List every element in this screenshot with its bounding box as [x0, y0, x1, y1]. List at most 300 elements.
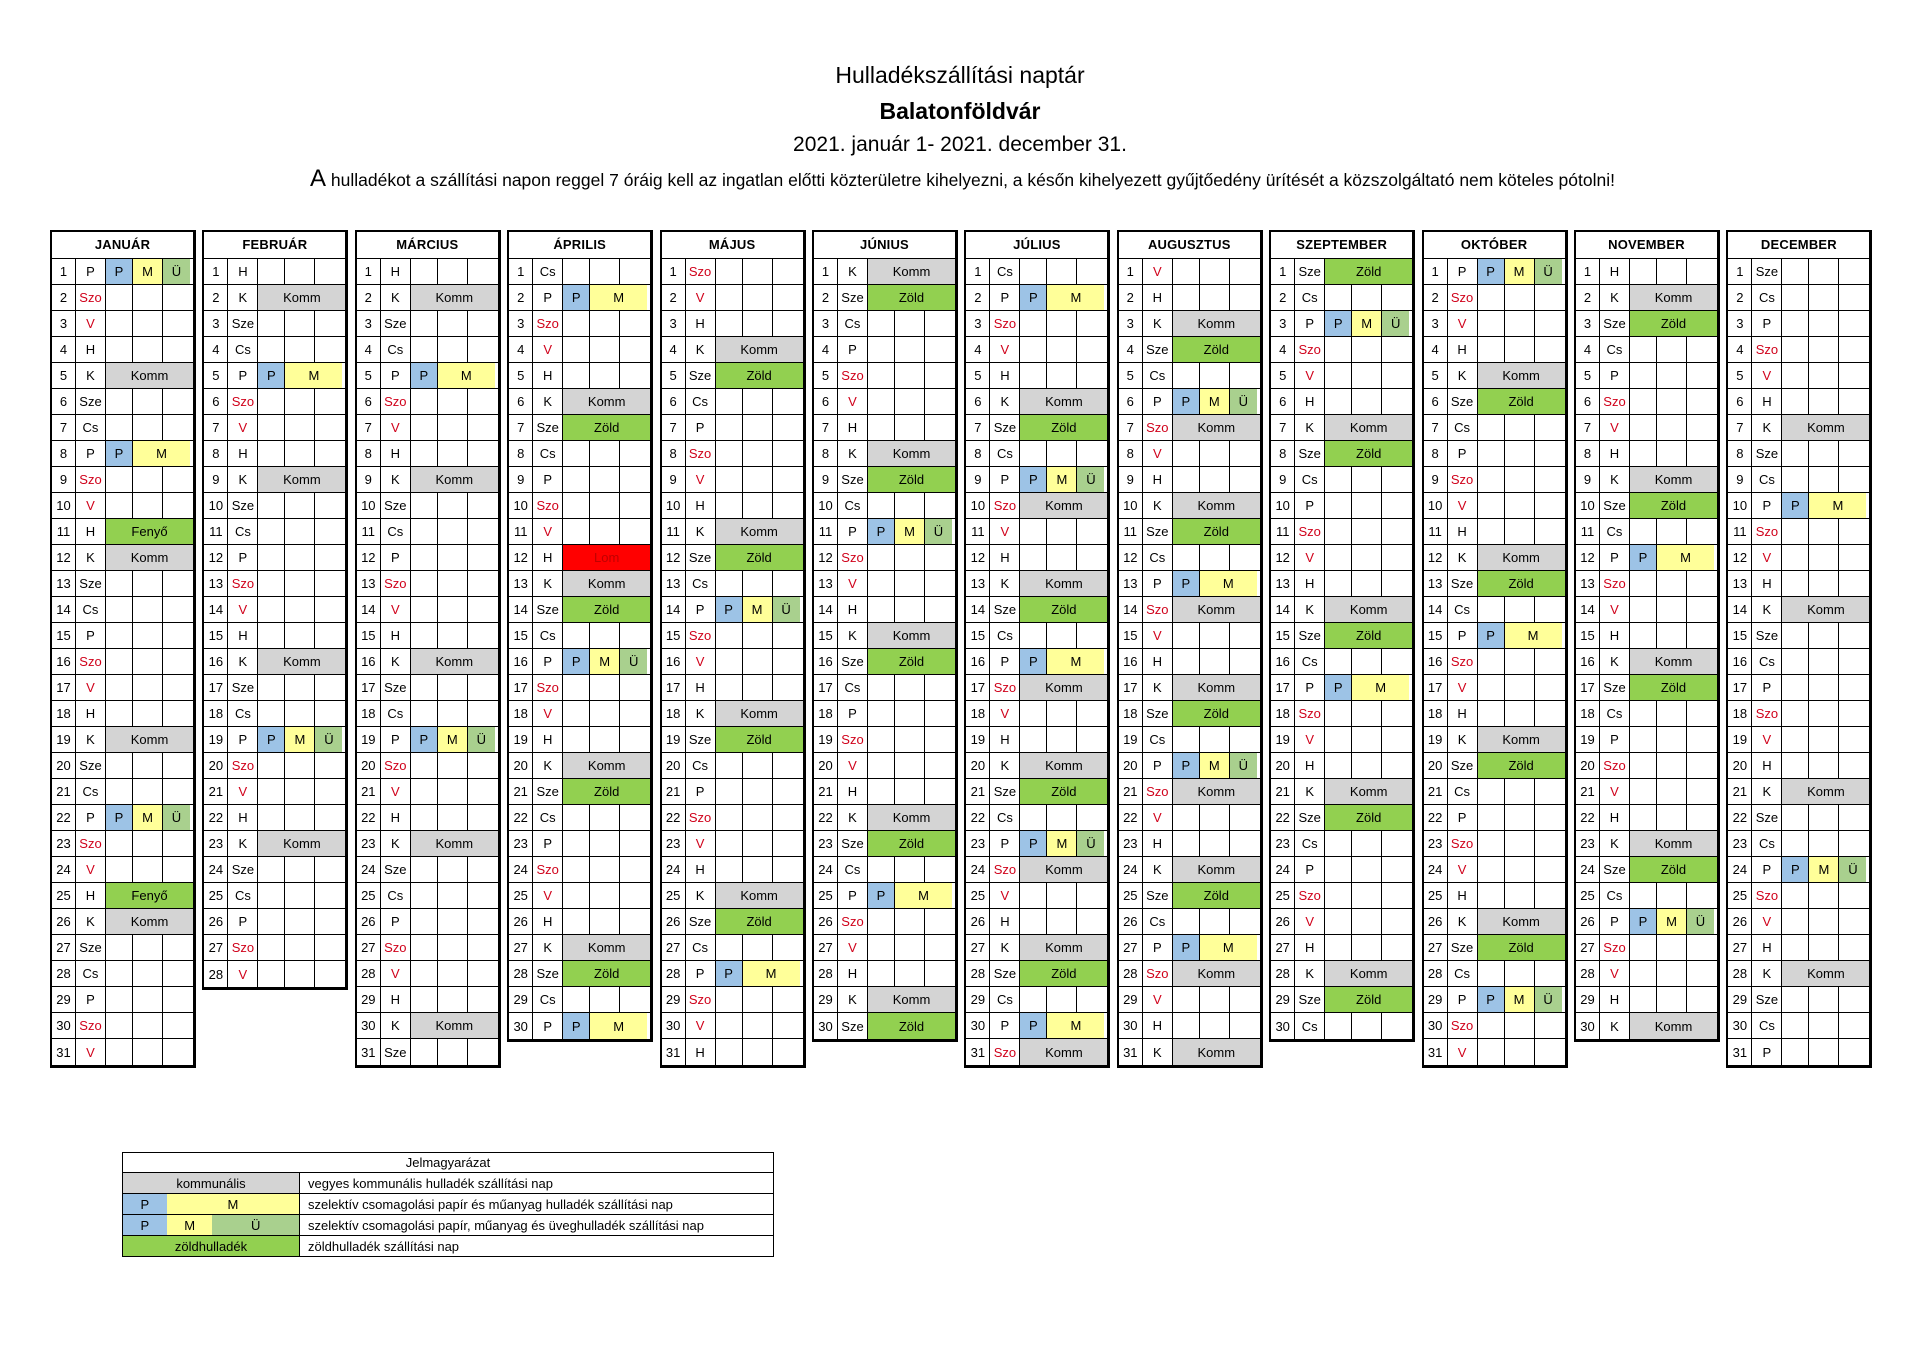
day-row: [1119, 857, 1260, 883]
day-row: [662, 727, 803, 753]
weekday: Cs: [381, 519, 411, 544]
day-row: [662, 571, 803, 597]
empty-cell: [868, 571, 895, 596]
day-number: 7: [1424, 415, 1448, 440]
papir-mark: P: [563, 1013, 590, 1039]
empty-cell: [1535, 779, 1562, 804]
empty-cell: [1657, 961, 1687, 986]
empty-cell: [895, 675, 925, 700]
weekday: P: [533, 1013, 563, 1039]
weekday: Szo: [1600, 389, 1630, 414]
empty-cell: [411, 623, 438, 648]
empty-cell: [258, 883, 285, 908]
empty-cell: [773, 311, 800, 336]
weekday: Cs: [533, 259, 563, 284]
empty-cell: [1782, 701, 1809, 726]
day-row: [509, 701, 650, 727]
uveg-mark: Ü: [468, 727, 495, 752]
empty-cell: [743, 493, 773, 518]
empty-cell: [1505, 805, 1535, 830]
day-number: 27: [662, 935, 686, 960]
empty-cell: [620, 727, 647, 752]
day-number: 17: [509, 675, 533, 700]
weekday: P: [1143, 571, 1173, 596]
weekday: V: [76, 675, 106, 700]
empty-cell: [1047, 909, 1077, 934]
weekday: V: [1295, 545, 1325, 570]
empty-cell: [743, 805, 773, 830]
day-number: 24: [509, 857, 533, 882]
day-number: 7: [509, 415, 533, 440]
weekday: H: [1752, 389, 1782, 414]
day-number: 30: [1424, 1013, 1448, 1038]
day-row: [509, 909, 650, 935]
day-number: 17: [52, 675, 76, 700]
day-number: 28: [204, 961, 228, 987]
empty-cell: [1505, 1013, 1535, 1038]
day-row: [1576, 1013, 1717, 1039]
empty-cell: [563, 857, 590, 882]
day-number: 20: [509, 753, 533, 778]
day-row: [662, 831, 803, 857]
day-row: [509, 805, 650, 831]
weekday: Szo: [838, 363, 868, 388]
day-row: [814, 961, 955, 987]
empty-cell: [563, 831, 590, 856]
day-row: [1728, 415, 1869, 441]
day-row: [1119, 519, 1260, 545]
weekday: H: [1600, 441, 1630, 466]
legend-key-m: M: [167, 1215, 213, 1235]
empty-cell: [1535, 675, 1562, 700]
day-row: [1119, 415, 1260, 441]
empty-cell: [1382, 1013, 1409, 1039]
empty-cell: [163, 623, 190, 648]
day-row: [204, 311, 345, 337]
day-row: [1728, 753, 1869, 779]
weekday: H: [381, 805, 411, 830]
month-column: [202, 230, 348, 990]
day-row: [966, 1013, 1107, 1039]
weekday: H: [76, 519, 106, 544]
day-row: [357, 415, 498, 441]
day-row: [1119, 883, 1260, 909]
empty-cell: [1687, 623, 1714, 648]
empty-cell: [773, 285, 800, 310]
empty-cell: [868, 389, 895, 414]
day-row: [1424, 597, 1565, 623]
muanyag-mark: M: [1657, 545, 1714, 570]
empty-cell: [1630, 571, 1657, 596]
empty-cell: [1630, 935, 1657, 960]
empty-cell: [895, 545, 925, 570]
day-number: 9: [52, 467, 76, 492]
empty-cell: [895, 337, 925, 362]
empty-cell: [133, 311, 163, 336]
weekday: H: [990, 363, 1020, 388]
weekday: Szo: [1752, 519, 1782, 544]
papir-mark: P: [868, 883, 895, 908]
empty-cell: [1782, 519, 1809, 544]
day-row: [52, 909, 193, 935]
weekday: Szo: [1752, 701, 1782, 726]
day-number: 18: [357, 701, 381, 726]
empty-cell: [743, 467, 773, 492]
empty-cell: [590, 519, 620, 544]
weekday: Sze: [1143, 519, 1173, 544]
empty-cell: [773, 259, 800, 284]
day-row: [357, 363, 498, 389]
empty-cell: [163, 1039, 190, 1065]
empty-cell: [773, 857, 800, 882]
empty-cell: [1782, 441, 1809, 466]
day-row: [1119, 1039, 1260, 1065]
empty-cell: [925, 857, 952, 882]
empty-cell: [1173, 623, 1200, 648]
empty-cell: [1382, 363, 1409, 388]
komm-mark: Komm: [1173, 675, 1260, 700]
day-row: [814, 571, 955, 597]
day-number: 9: [662, 467, 686, 492]
weekday: Sze: [1448, 753, 1478, 778]
empty-cell: [1657, 935, 1687, 960]
empty-cell: [411, 389, 438, 414]
day-row: [1728, 987, 1869, 1013]
day-row: [814, 467, 955, 493]
empty-cell: [438, 389, 468, 414]
day-number: 23: [509, 831, 533, 856]
empty-cell: [258, 597, 285, 622]
day-number: 7: [966, 415, 990, 440]
day-row: [662, 415, 803, 441]
day-number: 3: [204, 311, 228, 336]
empty-cell: [868, 909, 895, 934]
weekday: P: [76, 805, 106, 830]
day-number: 1: [1119, 259, 1143, 284]
day-number: 31: [662, 1039, 686, 1065]
day-row: [52, 519, 193, 545]
day-number: 9: [1271, 467, 1295, 492]
komm-mark: Komm: [258, 649, 345, 674]
day-number: 23: [662, 831, 686, 856]
empty-cell: [315, 337, 342, 362]
day-row: [662, 597, 803, 623]
empty-cell: [1687, 519, 1714, 544]
empty-cell: [1230, 909, 1257, 934]
empty-cell: [773, 467, 800, 492]
weekday: V: [1143, 987, 1173, 1012]
empty-cell: [1657, 259, 1687, 284]
day-number: 18: [52, 701, 76, 726]
day-number: 25: [509, 883, 533, 908]
empty-cell: [1505, 467, 1535, 492]
empty-cell: [258, 311, 285, 336]
weekday: Szo: [1295, 519, 1325, 544]
day-row: [204, 909, 345, 935]
empty-cell: [1478, 519, 1505, 544]
empty-cell: [438, 493, 468, 518]
empty-cell: [1657, 701, 1687, 726]
empty-cell: [1352, 649, 1382, 674]
weekday: P: [686, 961, 716, 986]
empty-cell: [1020, 337, 1047, 362]
empty-cell: [315, 753, 342, 778]
empty-cell: [1630, 883, 1657, 908]
day-number: 16: [52, 649, 76, 674]
empty-cell: [895, 935, 925, 960]
empty-cell: [1382, 493, 1409, 518]
muanyag-mark: M: [1047, 831, 1077, 856]
weekday: Cs: [228, 883, 258, 908]
empty-cell: [563, 883, 590, 908]
komm-mark: Komm: [1325, 597, 1412, 622]
empty-cell: [106, 649, 133, 674]
empty-cell: [716, 779, 743, 804]
day-row: [52, 285, 193, 311]
empty-cell: [773, 675, 800, 700]
empty-cell: [285, 857, 315, 882]
weekday: H: [1143, 285, 1173, 310]
weekday: V: [1143, 259, 1173, 284]
day-number: 26: [814, 909, 838, 934]
weekday: V: [838, 389, 868, 414]
weekday: V: [1448, 493, 1478, 518]
weekday: Sze: [76, 935, 106, 960]
empty-cell: [106, 493, 133, 518]
empty-cell: [563, 363, 590, 388]
day-row: [357, 805, 498, 831]
legend-key-m: M: [167, 1194, 299, 1214]
day-row: [1119, 493, 1260, 519]
day-number: 4: [662, 337, 686, 362]
weekday: H: [533, 545, 563, 570]
day-number: 11: [662, 519, 686, 544]
day-number: 23: [814, 831, 838, 856]
empty-cell: [468, 1039, 495, 1065]
empty-cell: [620, 909, 647, 934]
empty-cell: [1325, 883, 1352, 908]
empty-cell: [1839, 441, 1866, 466]
komm-mark: Komm: [1782, 779, 1869, 804]
weekday: Cs: [76, 779, 106, 804]
empty-cell: [438, 987, 468, 1012]
day-row: [1424, 1013, 1565, 1039]
weekday: H: [533, 363, 563, 388]
day-row: [509, 675, 650, 701]
day-row: [1424, 805, 1565, 831]
day-row: [509, 753, 650, 779]
empty-cell: [133, 701, 163, 726]
day-row: [1576, 389, 1717, 415]
empty-cell: [773, 831, 800, 856]
day-row: [357, 337, 498, 363]
day-row: [966, 415, 1107, 441]
weekday: Cs: [228, 337, 258, 362]
empty-cell: [563, 519, 590, 544]
day-row: [966, 389, 1107, 415]
day-row: [1271, 1013, 1412, 1039]
empty-cell: [106, 753, 133, 778]
empty-cell: [1505, 337, 1535, 362]
weekday: K: [838, 987, 868, 1012]
empty-cell: [1478, 805, 1505, 830]
weekday: Szo: [76, 649, 106, 674]
day-number: 15: [1119, 623, 1143, 648]
day-row: [1576, 259, 1717, 285]
day-row: [1576, 623, 1717, 649]
empty-cell: [1839, 311, 1866, 336]
day-number: 22: [966, 805, 990, 830]
day-number: 16: [1576, 649, 1600, 674]
weekday: Szo: [381, 935, 411, 960]
empty-cell: [773, 571, 800, 596]
weekday: Szo: [76, 467, 106, 492]
empty-cell: [106, 597, 133, 622]
day-number: 4: [1728, 337, 1752, 362]
muanyag-mark: M: [590, 285, 647, 310]
day-row: [1576, 571, 1717, 597]
day-number: 1: [357, 259, 381, 284]
day-number: 7: [1576, 415, 1600, 440]
day-row: [966, 467, 1107, 493]
empty-cell: [1687, 805, 1714, 830]
day-number: 5: [966, 363, 990, 388]
empty-cell: [1782, 285, 1809, 310]
day-number: 9: [1424, 467, 1448, 492]
weekday: H: [228, 805, 258, 830]
empty-cell: [285, 597, 315, 622]
weekday: K: [686, 701, 716, 726]
empty-cell: [106, 1039, 133, 1065]
day-row: [204, 441, 345, 467]
empty-cell: [106, 675, 133, 700]
day-number: 8: [662, 441, 686, 466]
day-row: [509, 415, 650, 441]
empty-cell: [1535, 493, 1562, 518]
empty-cell: [133, 337, 163, 362]
empty-cell: [743, 259, 773, 284]
empty-cell: [743, 1013, 773, 1038]
weekday: V: [686, 831, 716, 856]
day-row: [966, 597, 1107, 623]
empty-cell: [258, 493, 285, 518]
muanyag-mark: M: [743, 961, 800, 986]
komm-mark: Komm: [1173, 857, 1260, 882]
day-row: [814, 597, 955, 623]
day-number: 20: [662, 753, 686, 778]
empty-cell: [895, 363, 925, 388]
weekday: Sze: [381, 857, 411, 882]
zold-mark: Zöld: [868, 649, 955, 674]
empty-cell: [1782, 805, 1809, 830]
empty-cell: [468, 883, 495, 908]
day-row: [1576, 337, 1717, 363]
papir-mark: P: [1782, 493, 1809, 518]
weekday: Cs: [1295, 467, 1325, 492]
empty-cell: [1200, 987, 1230, 1012]
empty-cell: [716, 441, 743, 466]
weekday: K: [990, 935, 1020, 960]
day-row: [662, 883, 803, 909]
day-number: 28: [814, 961, 838, 986]
day-number: 5: [1271, 363, 1295, 388]
weekday: H: [990, 727, 1020, 752]
empty-cell: [1657, 805, 1687, 830]
empty-cell: [1077, 883, 1104, 908]
empty-cell: [1325, 571, 1352, 596]
empty-cell: [1839, 623, 1866, 648]
empty-cell: [1382, 701, 1409, 726]
empty-cell: [163, 779, 190, 804]
day-number: 8: [966, 441, 990, 466]
day-row: [1576, 311, 1717, 337]
day-row: [1119, 727, 1260, 753]
day-row: [1424, 415, 1565, 441]
empty-cell: [1173, 285, 1200, 310]
day-number: 24: [966, 857, 990, 882]
empty-cell: [1630, 259, 1657, 284]
weekday: V: [1600, 961, 1630, 986]
empty-cell: [1478, 441, 1505, 466]
day-number: 15: [814, 623, 838, 648]
empty-cell: [1782, 883, 1809, 908]
empty-cell: [258, 441, 285, 466]
komm-mark: Komm: [1020, 675, 1107, 700]
day-number: 8: [1728, 441, 1752, 466]
weekday: Cs: [686, 389, 716, 414]
komm-mark: Komm: [563, 389, 650, 414]
day-number: 17: [1576, 675, 1600, 700]
empty-cell: [1505, 415, 1535, 440]
empty-cell: [1657, 987, 1687, 1012]
weekday: P: [228, 545, 258, 570]
komm-mark: Komm: [868, 441, 955, 466]
empty-cell: [258, 857, 285, 882]
day-row: [966, 493, 1107, 519]
weekday: K: [1295, 961, 1325, 986]
legend-key-p: P: [123, 1215, 167, 1235]
empty-cell: [438, 571, 468, 596]
day-row: [357, 831, 498, 857]
day-row: [357, 441, 498, 467]
empty-cell: [1839, 987, 1866, 1012]
weekday: K: [838, 259, 868, 284]
empty-cell: [133, 961, 163, 986]
day-number: 2: [1424, 285, 1448, 310]
weekday: H: [1143, 1013, 1173, 1038]
empty-cell: [106, 285, 133, 310]
weekday: P: [381, 545, 411, 570]
day-number: 13: [52, 571, 76, 596]
day-number: 28: [357, 961, 381, 986]
weekday: K: [1600, 467, 1630, 492]
day-row: [1728, 779, 1869, 805]
day-number: 27: [357, 935, 381, 960]
weekday: V: [1448, 675, 1478, 700]
weekday: H: [228, 441, 258, 466]
empty-cell: [1809, 753, 1839, 778]
empty-cell: [773, 493, 800, 518]
weekday: Cs: [1600, 519, 1630, 544]
month-name: OKTÓBER: [1424, 232, 1565, 259]
weekday: P: [1448, 623, 1478, 648]
day-row: [509, 597, 650, 623]
day-row: [1728, 1013, 1869, 1039]
komm-mark: Komm: [106, 363, 193, 388]
day-row: [357, 285, 498, 311]
day-row: [1424, 987, 1565, 1013]
empty-cell: [1535, 519, 1562, 544]
